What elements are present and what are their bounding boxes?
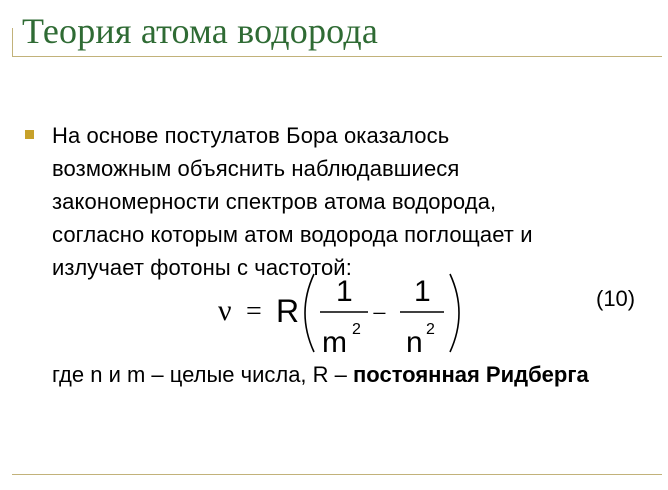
body-line: излучает фотоны с частотой:: [52, 255, 352, 280]
term2-denominator: n: [406, 326, 423, 358]
body-paragraph: [52, 119, 622, 284]
formula-minus: −: [372, 299, 387, 328]
bullet-marker: [25, 130, 34, 139]
where-plain-text: где n и m – целые числа, R –: [52, 362, 354, 387]
body-line: согласно которым атом водорода поглощает и: [52, 222, 533, 247]
equation-number: (10): [596, 286, 636, 311]
term2-exponent: 2: [426, 321, 435, 338]
body-line: На основе постулатов Бора оказалось: [52, 123, 450, 148]
title-divider: [12, 56, 662, 57]
where-explanation: [52, 360, 612, 390]
bottom-divider: [12, 474, 662, 475]
body-line: закономерности спектров атома водорода,: [52, 189, 497, 214]
title-rule-stub: [12, 28, 13, 56]
slide-title: Теория атома водорода: [22, 11, 379, 51]
term1-exponent: 2: [352, 321, 361, 338]
term1-denominator: m: [322, 326, 347, 358]
where-bold-term: постоянная Ридберга: [353, 362, 589, 387]
body-line: возможным объяснить наблюдавшиеся: [52, 156, 460, 181]
right-paren: [450, 274, 459, 352]
formula-equals: =: [246, 296, 262, 327]
left-paren: [305, 274, 314, 352]
rydberg-formula: [212, 268, 472, 358]
formula-constant: R: [276, 293, 300, 329]
term1-numerator: 1: [336, 275, 353, 308]
term2-numerator: 1: [414, 275, 431, 308]
formula-lhs: ν: [218, 294, 232, 327]
